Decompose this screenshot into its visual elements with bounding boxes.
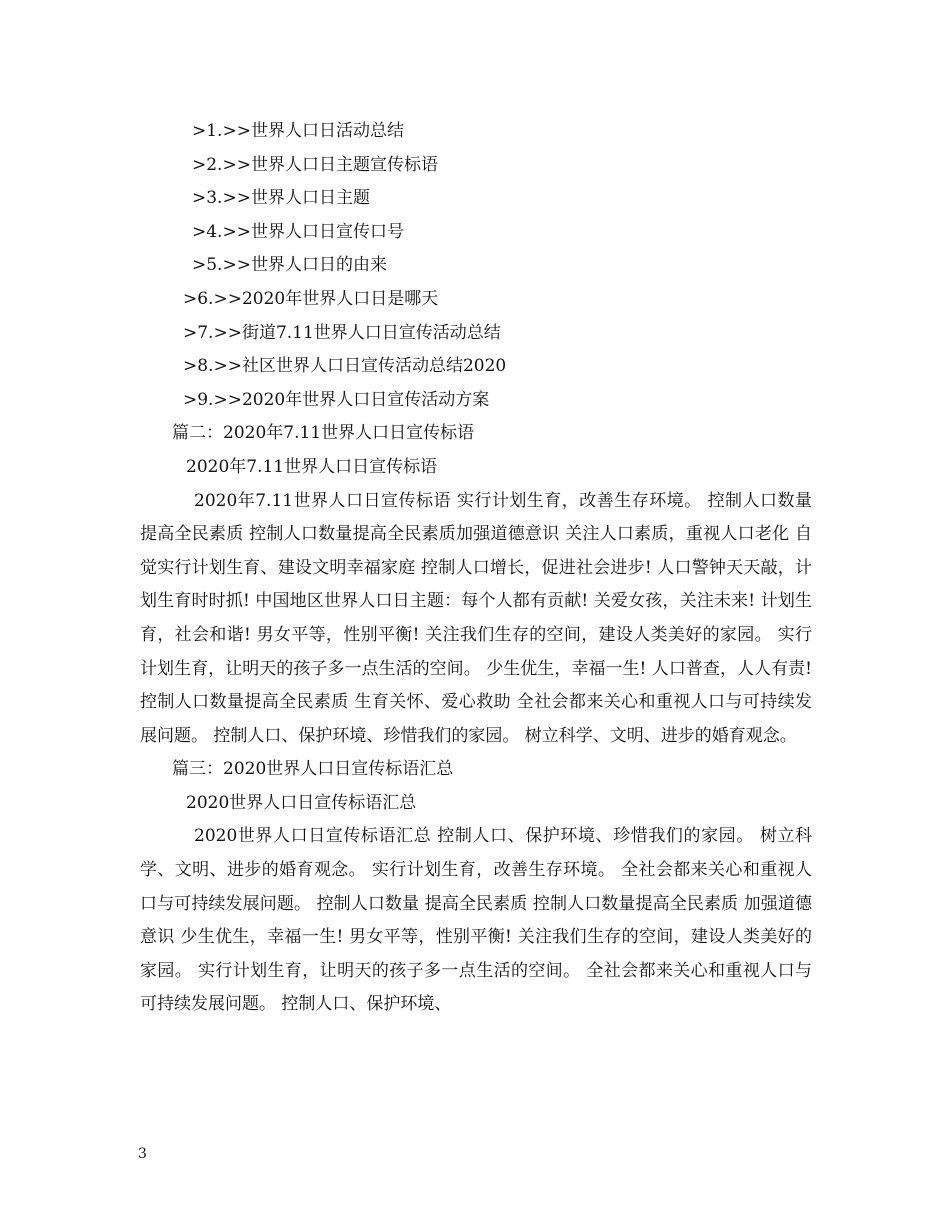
page-number: 3 bbox=[138, 1146, 147, 1162]
section2-body: 2020年7.11世界人口日宣传标语 实行计划生育，改善生存环境。 控制人口数量提高全民素质 控制人口数量提高全民素质加强道德意识 关注人口素质，重视人口老化 自觉实行计划生育、建设文明幸福家庭 控制人口增长，促进社会进步! 人口警钟天天敲，计划生育时时抓! 中国地区世界人口日主题：每个人都有贡献! 关爱女孩，关注未来! 计划生育，社会和谐! 男女平等，性别平衡! 关注我们生存的空间，建设人类美好的家园。 实行计划生育，让明天的孩子多一点生活的空间。 少生优生，幸福一生! 人口普查，人人有责! 控制人口数量提高全民素质 生育关怀、爱心救助 全社会都来关心和重视人口与可持续发展问题。 控制人口、保护环境、珍惜我们的家园。 树立科学、文明、进步的婚育观念。 bbox=[140, 490, 812, 746]
toc-item-3: >3.>>世界人口日主题 bbox=[192, 188, 370, 209]
toc-item-7: >7.>>街道7.11世界人口日宣传活动总结 bbox=[183, 322, 501, 343]
toc-item-6: >6.>>2020年世界人口日是哪天 bbox=[183, 288, 439, 309]
section2-heading: 篇二：2020年7.11世界人口日宣传标语 bbox=[172, 423, 475, 444]
section3-heading: 篇三：2020世界人口日宣传标语汇总 bbox=[172, 759, 454, 780]
toc-item-1: >1.>>世界人口日活动总结 bbox=[192, 121, 404, 141]
toc-item-9: >9.>>2020年世界人口日宣传活动方案 bbox=[183, 389, 490, 410]
section2-title: 2020年7.11世界人口日宣传标语 bbox=[186, 456, 438, 477]
section3-body: 2020世界人口日宣传标语汇总 控制人口、保护环境、珍惜我们的家园。 树立科学、文明、进步的婚育观念。 实行计划生育，改善生存环境。 全社会都来关心和重视人口与可持续发展问题。 控制人口数量 提高全民素质 控制人口数量提高全民素质 加强道德意识 少生优生，幸福一生! 男女平等，性别平衡! 关注我们生存的空间，建设人类美好的家园。 实行计划生育，让明天的孩子多一点生活的空间。 全社会都来关心和重视人口与可持续发展问题。 控制人口、保护环境、 bbox=[140, 826, 812, 1015]
toc-item-5: >5.>>世界人口日的由来 bbox=[192, 255, 387, 276]
section3-title: 2020世界人口日宣传标语汇总 bbox=[186, 792, 417, 813]
document-body bbox=[140, 115, 820, 1022]
toc-item-2: >2.>>世界人口日主题宣传标语 bbox=[192, 154, 438, 175]
toc-item-8: >8.>>社区世界人口日宣传活动总结2020 bbox=[183, 356, 507, 377]
toc-item-4: >4.>>世界人口日宣传口号 bbox=[192, 221, 404, 242]
